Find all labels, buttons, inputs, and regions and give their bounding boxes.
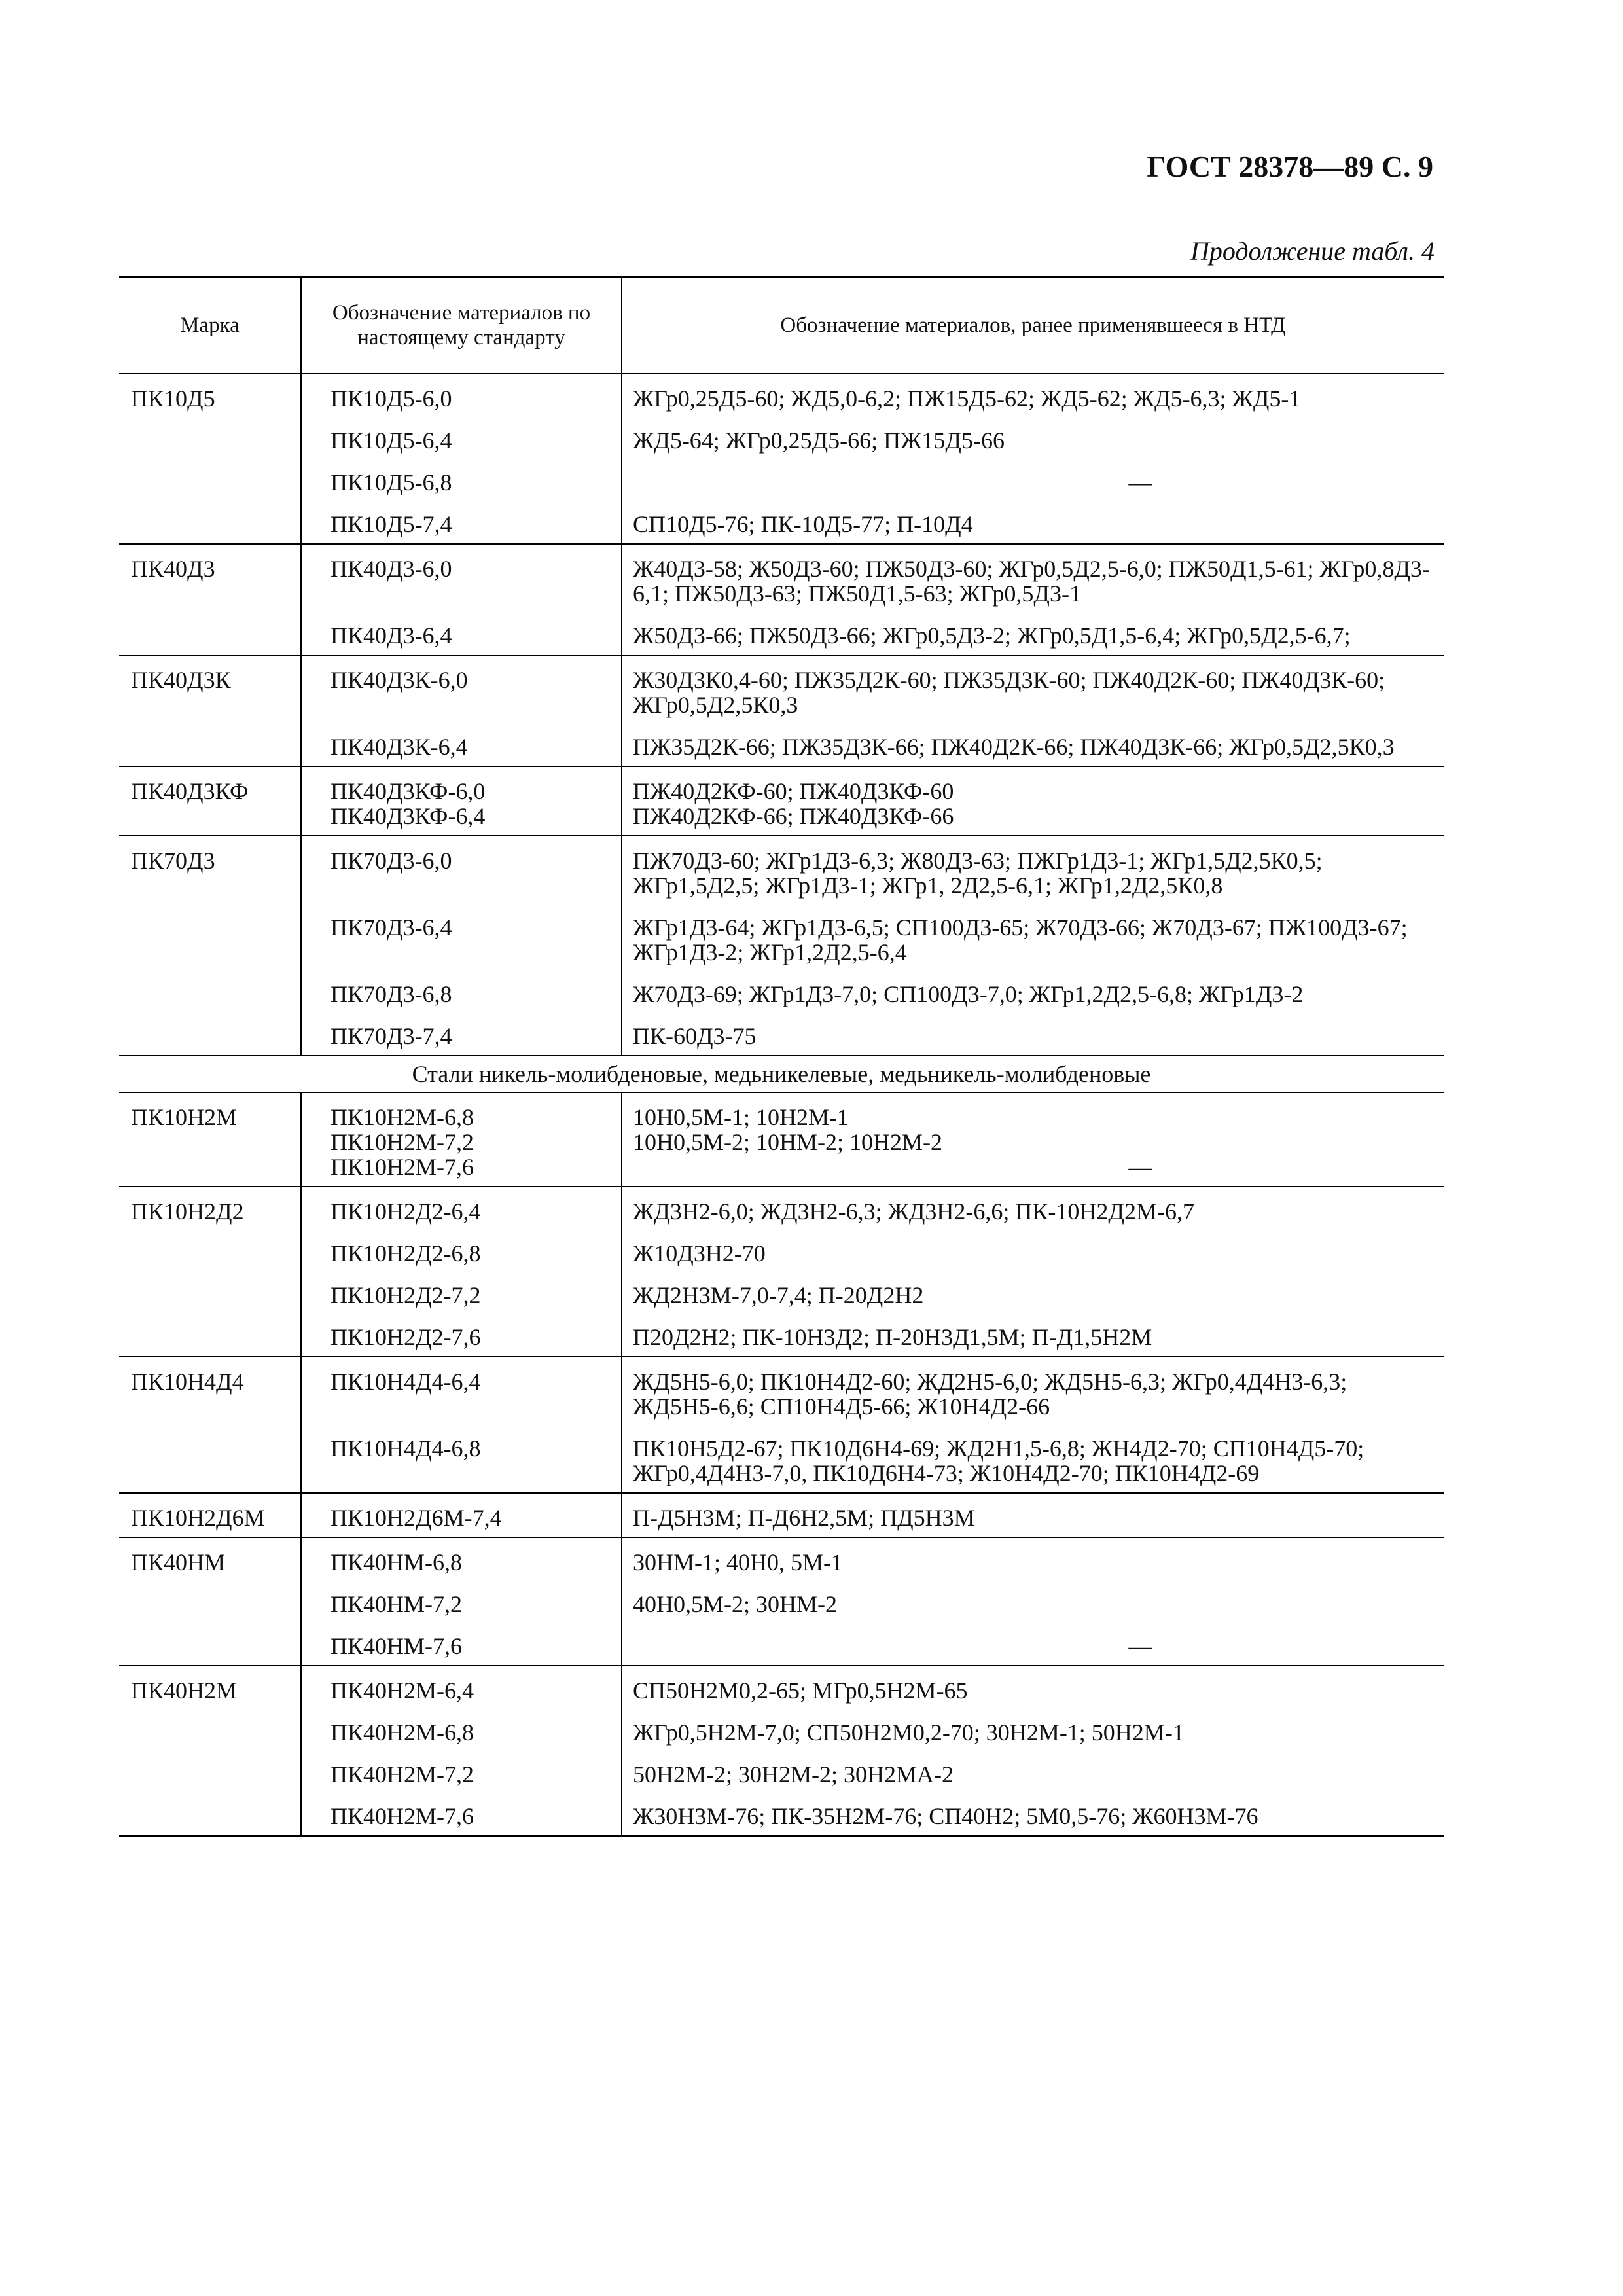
designation-line: ПК70Д3-6,0 <box>330 848 452 874</box>
designation-cell <box>301 1493 622 1537</box>
previous-line: ПЖ40Д2КФ-66; ПЖ40Д3КФ-66 <box>633 803 954 829</box>
table-row <box>119 544 1444 655</box>
previous-cell <box>622 1092 1444 1187</box>
table-body <box>119 374 1444 1836</box>
previous-line: Ж30Д3К0,4-60; ПЖ35Д2К-60; ПЖ35Д3К-60; ПЖ40Д2К-60; ПЖ40Д3К-60; ЖГр0,5Д2,5К0,3 <box>633 667 1385 718</box>
table-row <box>119 1666 1444 1836</box>
designation-line: ПК10Н2Д2-6,4 <box>330 1198 481 1225</box>
designation-line: ПК10Н4Д4-6,4 <box>330 1369 481 1395</box>
column-header-designation: Обозначение материалов по настоящему стандарту <box>301 277 622 374</box>
table-row <box>119 1357 1444 1493</box>
designation-cell <box>301 836 622 1056</box>
mark-cell: ПК40Д3 <box>119 544 301 655</box>
designation-line: ПК10Н2М-7,6 <box>330 1154 474 1180</box>
designation-line: ПК40Д3-6,0 <box>330 556 452 582</box>
previous-cell <box>622 1537 1444 1666</box>
designation-cell <box>301 1537 622 1666</box>
materials-table <box>119 276 1444 1837</box>
section-heading-row <box>119 1056 1444 1092</box>
designation-line: ПК40Д3К-6,0 <box>330 667 468 693</box>
mark-cell: ПК40Д3К <box>119 655 301 766</box>
designation-line: ПК40Н2М-6,4 <box>330 1677 474 1704</box>
previous-line: СП10Д5-76; ПК-10Д5-77; П-10Д4 <box>633 511 973 537</box>
previous-line: ПЖ40Д2КФ-60; ПЖ40Д3КФ-60 <box>633 778 954 804</box>
designation-line: ПК40НМ-6,8 <box>330 1549 463 1575</box>
previous-line: П-Д5Н3М; П-Д6Н2,5М; ПД5Н3М <box>633 1505 975 1531</box>
designation-cell <box>301 1092 622 1187</box>
designation-cell <box>301 544 622 655</box>
table-header-row <box>119 277 1444 374</box>
designation-line: ПК10Н2М-6,8 <box>330 1104 474 1130</box>
previous-line: — <box>1128 1633 1152 1659</box>
previous-line: Ж70Д3-69; ЖГр1Д3-7,0; СП100Д3-7,0; ЖГр1,2Д2,5-6,8; ЖГр1Д3-2 <box>633 981 1304 1007</box>
designation-line: ПК70Д3-6,8 <box>330 981 452 1007</box>
mark-cell: ПК40НМ <box>119 1537 301 1666</box>
previous-line: Ж40Д3-58; Ж50Д3-60; ПЖ50Д3-60; ЖГр0,5Д2,5-6,0; ПЖ50Д1,5-61; ЖГр0,8Д3-6,1; ПЖ50Д3-63; ПЖ50Д1,5-63; ЖГр0,5Д3-1 <box>633 556 1430 607</box>
table-row <box>119 1092 1444 1187</box>
designation-cell <box>301 374 622 544</box>
designation-line: ПК10Н2Д2-7,6 <box>330 1324 481 1350</box>
designation-line: ПК40НМ-7,2 <box>330 1591 463 1617</box>
mark-cell: ПК40Н2М <box>119 1666 301 1836</box>
previous-line: Ж10Д3Н2-70 <box>633 1240 766 1266</box>
previous-line: 30НМ-1; 40Н0, 5М-1 <box>633 1549 843 1575</box>
previous-line: — <box>1128 469 1152 495</box>
designation-line: ПК40Д3-6,4 <box>330 622 452 649</box>
designation-line: ПК10Н2Д2-6,8 <box>330 1240 481 1266</box>
previous-line: ЖГр0,5Н2М-7,0; СП50Н2М0,2-70; 30Н2М-1; 50Н2М-1 <box>633 1719 1185 1746</box>
previous-cell <box>622 1493 1444 1537</box>
previous-line: Ж30Н3М-76; ПК-35Н2М-76; СП40Н2; 5М0,5-76; Ж60Н3М-76 <box>633 1803 1258 1829</box>
designation-cell <box>301 1187 622 1357</box>
mark-cell: ПК70Д3 <box>119 836 301 1056</box>
previous-cell <box>622 1666 1444 1836</box>
previous-line: СП50Н2М0,2-65; МГр0,5Н2М-65 <box>633 1677 968 1704</box>
previous-line: ЖД5-64; ЖГр0,25Д5-66; ПЖ15Д5-66 <box>633 427 1005 454</box>
designation-cell <box>301 766 622 836</box>
designation-line: ПК40Н2М-7,6 <box>330 1803 474 1829</box>
table-row <box>119 374 1444 544</box>
previous-line: ЖГр0,25Д5-60; ЖД5,0-6,2; ПЖ15Д5-62; ЖД5-62; ЖД5-6,3; ЖД5-1 <box>633 386 1301 412</box>
previous-line: ПЖ70Д3-60; ЖГр1Д3-6,3; Ж80Д3-63; ПЖГр1Д3-1; ЖГр1,5Д2,5К0,5; ЖГр1,5Д2,5; ЖГр1Д3-1; ЖГр1, 2Д2,5-6,1; ЖГр1,2Д2,5К0,8 <box>633 848 1323 899</box>
table-row <box>119 655 1444 766</box>
previous-line: 10Н0,5М-1; 10Н2М-1 <box>633 1104 849 1130</box>
mark-cell: ПК10Н2Д6М <box>119 1493 301 1537</box>
designation-cell <box>301 1666 622 1836</box>
previous-line: Ж50Д3-66; ПЖ50Д3-66; ЖГр0,5Д3-2; ЖГр0,5Д1,5-6,4; ЖГр0,5Д2,5-6,7; <box>633 622 1351 649</box>
column-header-previous: Обозначение материалов, ранее применявшееся в НТД <box>622 277 1444 374</box>
previous-cell <box>622 544 1444 655</box>
previous-cell <box>622 1357 1444 1493</box>
mark-cell: ПК10Н2М <box>119 1092 301 1187</box>
designation-line: ПК10Д5-6,8 <box>330 469 452 495</box>
designation-line: ПК70Д3-6,4 <box>330 914 452 941</box>
previous-line: 50Н2М-2; 30Н2М-2; 30Н2МА-2 <box>633 1761 954 1787</box>
previous-line: ПК-60Д3-75 <box>633 1023 757 1049</box>
previous-line: П20Д2Н2; ПК-10Н3Д2; П-20Н3Д1,5М; П-Д1,5Н2М <box>633 1324 1152 1350</box>
designation-cell <box>301 655 622 766</box>
designation-line: ПК40Н2М-7,2 <box>330 1761 474 1787</box>
designation-cell <box>301 1357 622 1493</box>
designation-line: ПК40Д3К-6,4 <box>330 734 468 760</box>
table-row <box>119 1187 1444 1357</box>
designation-line: ПК10Н2М-7,2 <box>330 1129 474 1155</box>
designation-line: ПК10Н2Д6М-7,4 <box>330 1505 502 1531</box>
designation-line: ПК10Д5-7,4 <box>330 511 452 537</box>
previous-line: ЖД5Н5-6,0; ПК10Н4Д2-60; ЖД2Н5-6,0; ЖД5Н5-6,3; ЖГр0,4Д4Н3-6,3; ЖД5Н5-6,6; СП10Н4Д5-66; Ж10Н4Д2-66 <box>633 1369 1347 1420</box>
table-row <box>119 1493 1444 1537</box>
previous-line: ЖД2Н3М-7,0-7,4; П-20Д2Н2 <box>633 1282 924 1308</box>
previous-line: — <box>1128 1154 1152 1180</box>
previous-line: ПК10Н5Д2-67; ПК10Д6Н4-69; ЖД2Н1,5-6,8; ЖН4Д2-70; СП10Н4Д5-70; ЖГр0,4Д4Н3-7,0, ПК10Д6Н4-73; Ж10Н4Д2-70; ПК10Н4Д2-69 <box>633 1435 1364 1486</box>
mark-cell: ПК10Н4Д4 <box>119 1357 301 1493</box>
previous-line: ПЖ35Д2К-66; ПЖ35Д3К-66; ПЖ40Д2К-66; ПЖ40Д3К-66; ЖГр0,5Д2,5К0,3 <box>633 734 1395 760</box>
previous-cell <box>622 374 1444 544</box>
previous-line: ЖГр1Д3-64; ЖГр1Д3-6,5; СП100Д3-65; Ж70Д3-66; Ж70Д3-67; ПЖ100Д3-67; ЖГр1Д3-2; ЖГр1,2Д2,5-6,4 <box>633 914 1408 965</box>
table-row <box>119 1537 1444 1666</box>
mark-cell: ПК40Д3КФ <box>119 766 301 836</box>
designation-line: ПК40Д3КФ-6,4 <box>330 803 486 829</box>
table-row <box>119 836 1444 1056</box>
designation-line: ПК40НМ-7,6 <box>330 1633 463 1659</box>
previous-cell <box>622 766 1444 836</box>
mark-cell: ПК10Д5 <box>119 374 301 544</box>
designation-line: ПК10Н4Д4-6,8 <box>330 1435 481 1462</box>
previous-cell <box>622 836 1444 1056</box>
designation-line: ПК10Д5-6,4 <box>330 427 452 454</box>
section-heading: Стали никель-молибденовые, медьникелевые, медьникель-молибденовые <box>119 1056 1444 1092</box>
previous-line: ЖД3Н2-6,0; ЖД3Н2-6,3; ЖД3Н2-6,6; ПК-10Н2Д2М-6,7 <box>633 1198 1194 1225</box>
previous-line: 10Н0,5М-2; 10НМ-2; 10Н2М-2 <box>633 1129 942 1155</box>
table-row <box>119 766 1444 836</box>
mark-cell: ПК10Н2Д2 <box>119 1187 301 1357</box>
column-header-mark: Марка <box>119 277 301 374</box>
previous-cell <box>622 1187 1444 1357</box>
previous-cell <box>622 655 1444 766</box>
designation-line: ПК40Н2М-6,8 <box>330 1719 474 1746</box>
designation-line: ПК70Д3-7,4 <box>330 1023 452 1049</box>
designation-line: ПК10Н2Д2-7,2 <box>330 1282 481 1308</box>
table-continuation-note: Продолжение табл. 4 <box>1190 236 1435 266</box>
designation-line: ПК40Д3КФ-6,0 <box>330 778 486 804</box>
designation-line: ПК10Д5-6,0 <box>330 386 452 412</box>
page-header: ГОСТ 28378—89 С. 9 <box>1147 150 1433 183</box>
previous-line: 40Н0,5М-2; 30НМ-2 <box>633 1591 837 1617</box>
